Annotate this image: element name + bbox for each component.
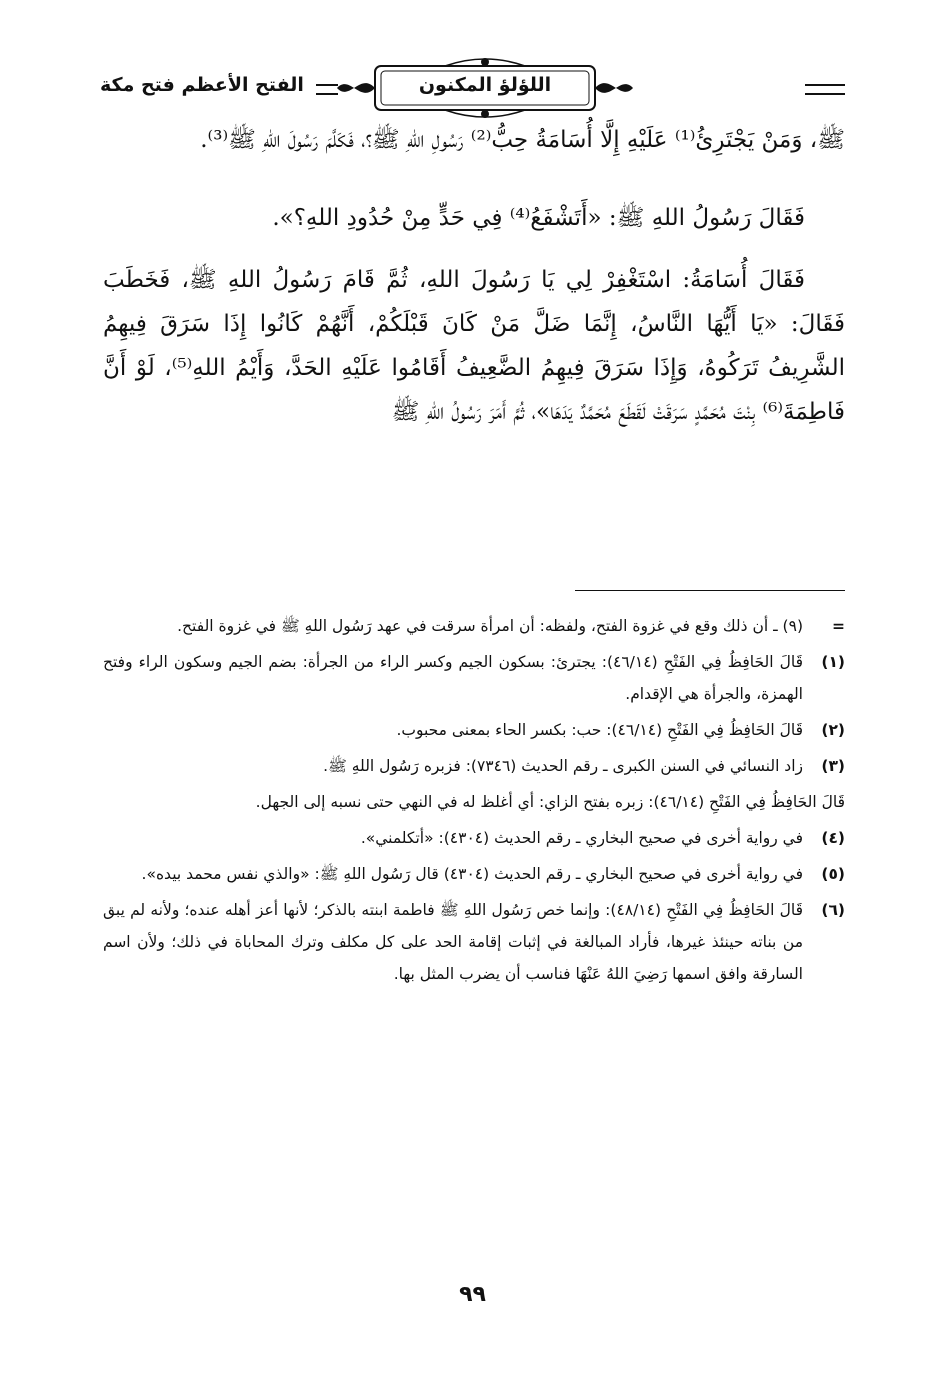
footnote-text: قَالَ الحَافِظُ فِي الفَتْحِ (٤٦/١٤): زبره بفتح الزاي: أي أغلظ له في النهي حتى نسبه إلى الجهل. (255, 793, 845, 811)
footnote-text: قَالَ الحَافِظُ فِي الفَتْحِ (٤٦/١٤): يجترئ: بسكون الجيم وكسر الراء من الجرأة: بضم الجيم وسكون الراء وفتح الهمزة، والجرأة هي الإقدام. (103, 653, 803, 703)
paragraph-1: ﷺ، وَمَنْ يَجْتَرِئُ⁽¹⁾ عَلَيْهِ إِلَّا أُسَامَةُ حِبُّ⁽²⁾ رَسُولِ اللهِ ﷺ؟، فَكَلَّمَ رَسُولَ اللهِ ﷺ⁽³⁾. (200, 127, 845, 153)
footnote-item (103, 714, 845, 746)
footnote-text: في رواية أخرى في صحيح البخاري ـ رقم الحديث (٤٣٠٤): «أتكلمني». (360, 829, 803, 847)
main-text (103, 118, 845, 434)
chapter-title: الفتح الأعظم فتح مكة (100, 74, 304, 96)
footnote-text: (٩) ـ أن ذلك وقع في غزوة الفتح، ولفظه: أن امرأة سرقت في عهد رَسُول اللهِ ﷺ في غزوة الفتح. (177, 617, 803, 635)
paragraph-gap (103, 162, 845, 196)
footnote-number: (٦) (821, 901, 845, 919)
page-number: ٩٩ (459, 1282, 486, 1307)
footnote-number: (٢) (821, 721, 845, 739)
footnote-item (103, 858, 845, 890)
footnote-text: زاد النسائي في السنن الكبرى ـ رقم الحديث (٧٣٤٦): فزبره رَسُول اللهِ ﷺ. (323, 757, 803, 775)
footnote-item (103, 822, 845, 854)
header-rule-far-right (807, 84, 845, 95)
paragraph-2: فَقَالَ رَسُولُ اللهِ ﷺ: «أَتَشْفَعُ⁽⁴⁾ فِي حَدٍّ مِنْ حُدُودِ اللهِ؟». (272, 205, 805, 231)
page-header (100, 52, 845, 122)
footnote-number: (٣) (821, 757, 845, 775)
footnote-text: قَالَ الحَافِظُ فِي الفَتْحِ (٤٨/١٤): وإنما خص رَسُول اللهِ ﷺ فاطمة ابنته بالذكر؛ لأنها أعز أهله عنده؛ ولأنه لم يبق من بناته حينئذ غيرها، فأراد المبالغة في إثبات إقامة الحد على كل مكلف وترك المحاباة في ذلك؛ ولأن اسم السارقة وافق اسمها رَضِيَ اللهُ عَنْهَا فناسب أن يضرب المثل بها. (103, 901, 803, 983)
footnote-item (103, 750, 845, 782)
footnotes (103, 610, 845, 994)
footnote-text: في رواية أخرى في صحيح البخاري ـ رقم الحديث (٤٣٠٤) قال رَسُول اللهِ ﷺ: «والذي نفس محمد بيده». (141, 865, 803, 883)
footnote-number: (١) (821, 653, 845, 671)
footnote-separator (575, 590, 845, 591)
footnote-item (103, 610, 845, 642)
footnote-item (103, 646, 845, 710)
footnote-number: (٤) (821, 829, 845, 847)
footnote-number: = (832, 617, 845, 635)
footnote-item (103, 786, 845, 818)
paragraph-gap (103, 240, 845, 258)
footnote-number: (٥) (821, 865, 845, 883)
paragraph-3: فَقَالَ أُسَامَةُ: اسْتَغْفِرْ لِي يَا رَسُولَ اللهِ، ثُمَّ قَامَ رَسُولُ اللهِ ﷺ، فَخَطَبَ فَقَالَ: «يَا أَيُّهَا النَّاسُ، إِنَّمَا ضَلَّ مَنْ كَانَ قَبْلَكُمْ، أَنَّهُمْ كَانُوا إِذَا سَرَقَ فِيهِمُ الشَّرِيفُ تَرَكُوهُ، وَإِذَا سَرَقَ فِيهِمُ الضَّعِيفُ أَقَامُوا عَلَيْهِ الحَدَّ، وَأَيْمُ اللهِ⁽⁵⁾، لَوْ أَنَّ فَاطِمَةَ⁽⁶⁾ بِنْتَ مُحَمَّدٍ سَرَقَتْ لَقَطَعَ مُحَمَّدٌ يَدَهَا»، ثُمَّ أَمَرَ رَسُولُ اللهِ ﷺ (103, 267, 846, 425)
footnote-text: قَالَ الحَافِظُ فِي الفَتْحِ (٤٦/١٤): حب: بكسر الحاء بمعنى محبوب. (396, 721, 803, 739)
book-title: اللؤلؤ المكنون (418, 74, 552, 96)
footnote-item (103, 894, 845, 990)
